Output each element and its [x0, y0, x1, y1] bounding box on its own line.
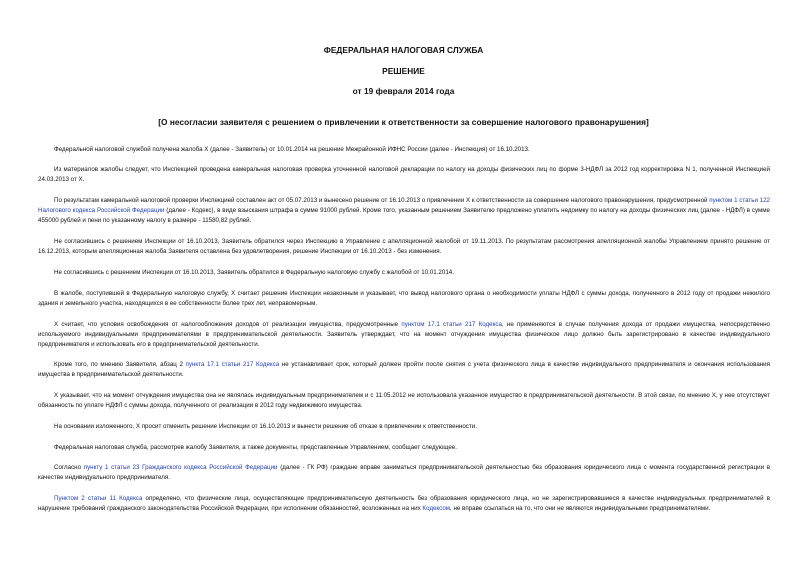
- paragraph-4: Не согласившись с решением Инспекции от 16.10.2013, Заявитель обратился через Инспекцию в Управление с апелляционной жалобой от 19.11.2013. По результатам рассмотрения апелляционной жалобы Управлением принято решение от 16.12.2013, которым апелляционная жалоба Заявителя оставлена без удовлетворения, решение Инспекции от 16.10.2013 - без изменения.: [38, 238, 770, 256]
- paragraph-9: X указывает, что на момент отчуждения имущества она не являлась индивидуальным предпринимателем и с 11.05.2012 не использовала указанное имущество в предпринимательской деятельности. В этой связи, по мнению X, у нее отсутствует обязанность по уплате НДФЛ с суммы дохода, полученного от реализации в 2012 году недвижимого имущества.: [38, 392, 770, 410]
- link-art11-tax-code[interactable]: Пунктом 2 статьи 11 Кодекса: [54, 495, 143, 502]
- document-date: от 19 февраля 2014 года: [352, 86, 455, 96]
- paragraph-2: Из материалов жалобы следует, что Инспекцией проведена камеральная налоговая проверка уточненной налоговой декларации по налогу на доходы физических лиц по форме 3-НДФЛ за 2012 год корректировка N 1, полученной Инспекцией 24.03.2013 от X.: [38, 166, 770, 184]
- link-art217-p17-1-second[interactable]: пункта 17.1 статьи 217 Кодекса: [185, 361, 280, 368]
- paragraph-6: В жалобе, поступившей в Федеральную налоговую службу, X считает решение Инспекции незаконным и указывает, что вывод налогового органа о необходимости уплаты НДФЛ с суммы дохода, полученного в 2012 году от продажи нежилого здания и земельного участка, находящихся в ее собственности более трех лет, неправомерным.: [38, 290, 770, 308]
- link-art23-civil-code[interactable]: пункту 1 статьи 23 Гражданского кодекса Российской Федерации: [83, 464, 278, 471]
- link-art217-p17-1[interactable]: пунктом 17.1 статьи 217 Кодекса: [401, 321, 502, 328]
- paragraph-10: На основании изложенного, X просит отменить решение Инспекции от 16.10.2013 и вынести решение об отказе в привлечении к ответственности.: [54, 423, 477, 430]
- paragraph-11: Федеральная налоговая служба, рассмотрев жалобу Заявителя, а также документы, представленные Управлением, сообщает следующее.: [54, 444, 457, 451]
- paragraph-8: Кроме того, по мнению Заявителя, абзац 2 пункта 17.1 статьи 217 Кодекса не устанавливает срок, который должен пройти после снятия с учета физического лица в качестве индивидуального предпринимателя и окончания использования имущества в предпринимательской деятельности.: [38, 361, 770, 379]
- paragraph-3: По результатам камеральной налоговой проверки Инспекцией составлен акт от 05.07.2013 и вынесено решение от 16.10.2013 о привлечении X к ответственности за совершение налогового правонарушения, предусмотренной пунктом 1 статьи 122 Налогового кодекса Российской Федерации (далее - Кодекс), в виде взыскания штрафа в сумме 91000 рублей. Кроме того, указанным решением Заявителю предложено уплатить недоимку по налогу на доходы физических лиц (далее - НДФЛ) в сумме 455000 рублей и пени по указанному налогу в размере - 11580,82 рублей.: [38, 197, 770, 225]
- paragraph-1: Федеральной налоговой службой получена жалоба X (далее - Заявитель) от 10.01.2014 на решение Межрайонной ИФНС России (далее - Инспекция) от 16.10.2013.: [54, 146, 530, 153]
- paragraph-5: Не согласившись с решением Инспекции от 16.10.2013, Заявитель обратился в Федеральную налоговую службу с жалобой от 10.01.2014.: [54, 269, 454, 276]
- paragraph-13: Пунктом 2 статьи 11 Кодекса определено, что физические лица, осуществляющие предпринимательскую деятельность без образования юридического лица, но не зарегистрировавшиеся в качестве индивидуальных предпринимателей в нарушение требований гражданского законодательства Российской Федерации, при исполнении обязанностей, возложенных на них Кодексом, не вправе ссылаться на то, что они не являются индивидуальными предпринимателями.: [38, 495, 770, 513]
- paragraph-7: X считает, что условия освобождения от налогообложения доходов от реализации имущества, предусмотренные пунктом 17.1 статьи 217 Кодекса, не применяются в случае получения дохода от продажи имущества, непосредственно используемого индивидуальными предпринимателями в предпринимательской деятельности. Заявитель утверждает, что на момент отчуждения имущества физическое лицо должно быть зарегистрировано в качестве индивидуального предпринимателя и использовать его в предпринимательской деятельности.: [38, 321, 770, 349]
- link-tax-code[interactable]: Кодексом: [422, 505, 451, 513]
- document-subject: [О несогласии заявителя с решением о привлечении к ответственности за совершение налогового правонарушения]: [158, 117, 649, 127]
- document-type: РЕШЕНИЕ: [382, 66, 425, 76]
- agency-title: ФЕДЕРАЛЬНАЯ НАЛОГОВАЯ СЛУЖБА: [323, 45, 484, 55]
- paragraph-12: Согласно пункту 1 статьи 23 Гражданского кодекса Российской Федерации (далее - ГК РФ) граждане вправе заниматься предпринимательской деятельностью без образования юридического лица с момента государственной регистрации в качестве индивидуального предпринимателя.: [38, 464, 770, 482]
- link-art122-tax-code[interactable]: пунктом 1 статьи 122 Налогового кодекса Российской Федерации: [38, 197, 770, 215]
